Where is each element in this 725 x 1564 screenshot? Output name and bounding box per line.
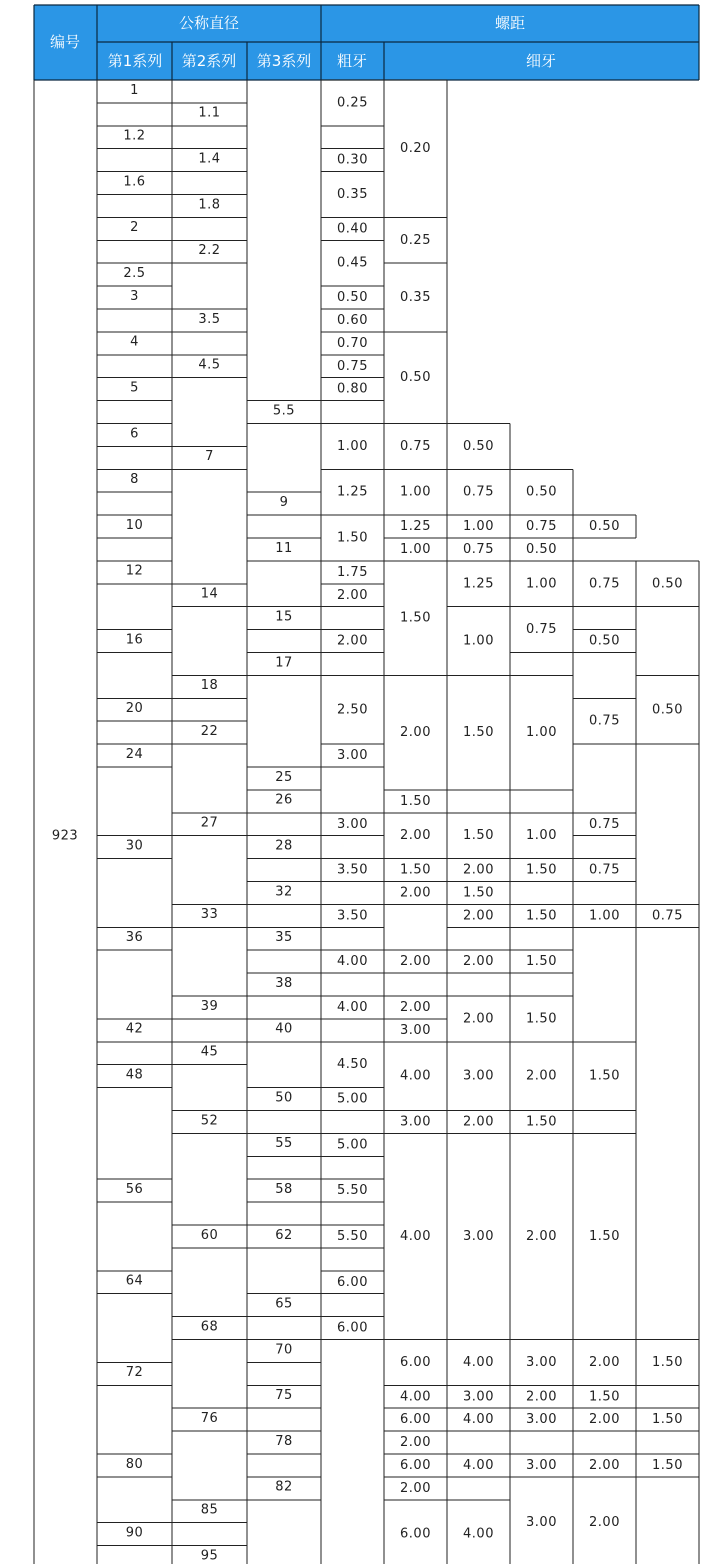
series3-cell: 35 bbox=[275, 930, 293, 946]
series2-cell: 33 bbox=[200, 907, 219, 923]
fine1-cell: 3.00 bbox=[400, 1114, 431, 1130]
series1-cell: 2.5 bbox=[123, 266, 146, 282]
series2-cell: 18 bbox=[200, 678, 219, 694]
series1-cell: 80 bbox=[125, 1456, 144, 1472]
fine2-cell: 2.00 bbox=[463, 1114, 494, 1130]
fine1-cell: 3.00 bbox=[400, 1022, 431, 1038]
series2-cell: 14 bbox=[200, 586, 219, 602]
series3-cell: 50 bbox=[275, 1090, 293, 1106]
fine1-cell: 0.75 bbox=[400, 438, 431, 454]
coarse-cell: 3.50 bbox=[337, 862, 368, 878]
fine1-cell: 1.25 bbox=[400, 519, 431, 535]
series1-cell: 10 bbox=[125, 517, 144, 533]
fine1-cell: 1.50 bbox=[400, 610, 431, 626]
series3-cell: 62 bbox=[275, 1227, 293, 1243]
fine5-cell: 1.50 bbox=[652, 1412, 683, 1428]
fine5-cell: 0.50 bbox=[652, 576, 683, 592]
coarse-cell: 3.00 bbox=[337, 816, 368, 832]
coarse-cell: 3.50 bbox=[337, 908, 368, 924]
coarse-cell: 3.00 bbox=[337, 748, 368, 764]
coarse-cell: 5.50 bbox=[337, 1228, 368, 1244]
fine4-cell: 1.50 bbox=[589, 1228, 620, 1244]
series3-cell: 5.5 bbox=[272, 403, 296, 419]
pitch-header: 螺距 bbox=[494, 14, 526, 32]
series1-cell: 1 bbox=[130, 82, 139, 98]
series1-cell: 4 bbox=[130, 334, 139, 350]
fine1-cell: 1.50 bbox=[400, 862, 431, 878]
series2-cell: 39 bbox=[200, 998, 219, 1014]
fine2-cell: 3.00 bbox=[463, 1228, 494, 1244]
fine1-cell: 4.00 bbox=[400, 1068, 431, 1084]
coarse-cell: 4.50 bbox=[337, 1057, 368, 1073]
series2-cell: 45 bbox=[200, 1044, 219, 1060]
series1-cell: 24 bbox=[125, 746, 144, 762]
fine2-cell: 0.75 bbox=[463, 541, 494, 557]
series2-cell: 52 bbox=[200, 1113, 219, 1129]
fine2-cell: 1.25 bbox=[463, 576, 494, 592]
series2-cell: 1.1 bbox=[198, 105, 221, 121]
fine4-cell: 0.75 bbox=[589, 816, 620, 832]
fine3-cell: 3.00 bbox=[526, 1354, 557, 1370]
fine2-cell: 4.00 bbox=[463, 1354, 494, 1370]
coarse-cell: 6.00 bbox=[337, 1274, 368, 1290]
series2-cell: 2.2 bbox=[198, 243, 221, 259]
fine4-cell: 0.75 bbox=[589, 862, 620, 878]
series3-cell: 15 bbox=[275, 609, 293, 625]
standard-number: 923 bbox=[51, 828, 79, 844]
series3-cell: 9 bbox=[279, 495, 289, 511]
fine3-cell: 1.50 bbox=[526, 954, 557, 970]
coarse-cell: 6.00 bbox=[337, 1320, 368, 1336]
series2-cell: 1.8 bbox=[198, 197, 221, 213]
fine3-cell: 1.00 bbox=[526, 576, 557, 592]
fine2-cell: 4.00 bbox=[463, 1457, 494, 1473]
series2-cell: 7 bbox=[205, 449, 214, 465]
fine4-cell: 2.00 bbox=[589, 1515, 620, 1531]
fine4-cell: 0.75 bbox=[589, 576, 620, 592]
series3-cell: 11 bbox=[275, 540, 293, 556]
series2-header: 第2系列 bbox=[181, 52, 237, 70]
fine1-cell: 6.00 bbox=[400, 1354, 431, 1370]
coarse-cell: 0.45 bbox=[337, 255, 368, 271]
fine3-cell: 3.00 bbox=[526, 1457, 557, 1473]
series3-cell: 58 bbox=[275, 1182, 293, 1198]
fine4-cell: 2.00 bbox=[589, 1354, 620, 1370]
fine5-cell: 1.50 bbox=[652, 1354, 683, 1370]
series1-cell: 5 bbox=[130, 380, 139, 396]
coarse-cell: 1.75 bbox=[337, 564, 368, 580]
series1-cell: 42 bbox=[125, 1021, 144, 1037]
fine2-cell: 3.00 bbox=[463, 1068, 494, 1084]
fine3-cell: 1.00 bbox=[526, 725, 557, 741]
fine1-cell: 6.00 bbox=[400, 1457, 431, 1473]
series1-cell: 12 bbox=[125, 563, 144, 579]
fine4-cell: 1.50 bbox=[589, 1068, 620, 1084]
fine3-cell: 2.00 bbox=[526, 1068, 557, 1084]
coarse-cell: 0.25 bbox=[337, 95, 368, 111]
coarse-cell: 1.50 bbox=[337, 530, 368, 546]
series2-cell: 60 bbox=[200, 1227, 219, 1243]
coarse-cell: 5.00 bbox=[337, 1137, 368, 1153]
coarse-cell: 0.75 bbox=[337, 358, 368, 374]
series1-header: 第1系列 bbox=[107, 52, 163, 70]
series1-cell: 3 bbox=[130, 288, 139, 304]
series2-cell: 85 bbox=[200, 1502, 219, 1518]
fine4-cell: 0.75 bbox=[589, 713, 620, 729]
fine1-cell: 2.00 bbox=[400, 954, 431, 970]
fine4-cell: 1.00 bbox=[589, 908, 620, 924]
fine2-cell: 2.00 bbox=[463, 1011, 494, 1027]
coarse-header: 粗牙 bbox=[336, 52, 368, 70]
coarse-cell: 0.40 bbox=[337, 221, 368, 237]
fine4-cell: 1.50 bbox=[589, 1389, 620, 1405]
fine1-cell: 0.35 bbox=[400, 290, 431, 306]
series2-cell: 22 bbox=[200, 724, 219, 740]
series1-cell: 90 bbox=[125, 1525, 144, 1541]
fine2-cell: 1.00 bbox=[463, 519, 494, 535]
fine1-cell: 2.00 bbox=[400, 1435, 431, 1451]
series3-cell: 38 bbox=[275, 975, 293, 991]
series2-cell: 3.5 bbox=[198, 311, 221, 327]
fine1-cell: 0.50 bbox=[400, 370, 431, 386]
fine5-cell: 0.75 bbox=[652, 908, 683, 924]
series1-cell: 56 bbox=[125, 1182, 144, 1198]
fine1-cell: 2.00 bbox=[400, 725, 431, 741]
coarse-cell: 1.00 bbox=[337, 438, 368, 454]
series3-cell: 70 bbox=[275, 1342, 293, 1358]
coarse-cell: 0.35 bbox=[337, 187, 368, 202]
fine1-cell: 2.00 bbox=[400, 885, 431, 901]
coarse-cell: 2.50 bbox=[337, 702, 368, 718]
series1-cell: 16 bbox=[125, 632, 144, 648]
series1-cell: 8 bbox=[130, 472, 139, 488]
fine3-cell: 1.50 bbox=[526, 908, 557, 924]
fine1-cell: 1.00 bbox=[400, 484, 431, 500]
series3-cell: 17 bbox=[275, 655, 293, 671]
fine3-cell: 0.75 bbox=[526, 519, 557, 535]
fine3-cell: 0.50 bbox=[526, 484, 557, 500]
coarse-cell: 2.00 bbox=[337, 587, 368, 603]
series1-cell: 64 bbox=[125, 1273, 144, 1289]
fine2-cell: 2.00 bbox=[463, 954, 494, 970]
series2-cell: 27 bbox=[200, 815, 219, 831]
fine3-cell: 1.50 bbox=[526, 1011, 557, 1027]
nominal-diameter-header: 公称直径 bbox=[178, 14, 240, 32]
coarse-cell: 2.00 bbox=[337, 633, 368, 649]
series1-cell: 1.2 bbox=[123, 128, 146, 144]
fine1-cell: 0.25 bbox=[400, 232, 431, 248]
fine3-cell: 3.00 bbox=[526, 1515, 557, 1531]
fine3-cell: 0.75 bbox=[526, 622, 557, 638]
fine3-cell: 2.00 bbox=[526, 1228, 557, 1244]
series3-cell: 28 bbox=[275, 838, 293, 854]
series1-cell: 36 bbox=[125, 930, 144, 946]
series1-cell: 2 bbox=[130, 220, 139, 236]
series3-cell: 40 bbox=[275, 1021, 293, 1037]
series2-cell: 1.4 bbox=[198, 151, 221, 167]
fine1-cell: 1.50 bbox=[400, 793, 431, 809]
series1-cell: 20 bbox=[125, 701, 144, 717]
fine5-cell: 0.50 bbox=[652, 702, 683, 718]
fine3-cell: 1.00 bbox=[526, 828, 557, 844]
fine2-cell: 0.50 bbox=[463, 438, 494, 454]
series3-cell: 32 bbox=[275, 884, 293, 900]
fine1-cell: 6.00 bbox=[400, 1526, 431, 1542]
fine4-cell: 2.00 bbox=[589, 1412, 620, 1428]
fine2-cell: 2.00 bbox=[463, 908, 494, 924]
coarse-cell: 5.00 bbox=[337, 1091, 368, 1107]
series1-cell: 6 bbox=[130, 426, 139, 442]
coarse-cell: 4.00 bbox=[337, 954, 368, 970]
series3-cell: 65 bbox=[275, 1296, 293, 1312]
fine1-cell: 6.00 bbox=[400, 1412, 431, 1428]
fine4-cell: 0.50 bbox=[589, 633, 620, 649]
fine2-cell: 3.00 bbox=[463, 1389, 494, 1405]
series1-cell: 72 bbox=[125, 1365, 144, 1381]
fine4-cell: 0.50 bbox=[589, 519, 620, 535]
coarse-cell: 0.80 bbox=[337, 381, 368, 397]
series2-cell: 68 bbox=[200, 1319, 219, 1335]
fine1-cell: 1.00 bbox=[400, 541, 431, 557]
series3-cell: 82 bbox=[275, 1479, 293, 1495]
series3-cell: 25 bbox=[275, 769, 293, 785]
fine1-cell: 4.00 bbox=[400, 1228, 431, 1244]
fine-header: 细牙 bbox=[525, 52, 557, 70]
fine2-cell: 4.00 bbox=[463, 1412, 494, 1428]
fine2-cell: 1.50 bbox=[463, 885, 494, 901]
fine1-cell: 0.20 bbox=[400, 141, 431, 157]
series3-header: 第3系列 bbox=[256, 52, 312, 70]
fine2-cell: 1.00 bbox=[463, 633, 494, 649]
coarse-cell: 0.60 bbox=[337, 312, 368, 328]
fine3-cell: 3.00 bbox=[526, 1412, 557, 1428]
fine1-cell: 2.00 bbox=[400, 1480, 431, 1496]
fine1-cell: 2.00 bbox=[400, 828, 431, 844]
series3-cell: 55 bbox=[275, 1136, 293, 1152]
fine3-cell: 0.50 bbox=[526, 541, 557, 557]
fine1-cell: 4.00 bbox=[400, 1389, 431, 1405]
fine3-cell: 1.50 bbox=[526, 862, 557, 878]
series3-cell: 26 bbox=[275, 792, 293, 808]
series1-cell: 1.6 bbox=[123, 174, 146, 190]
coarse-cell: 0.50 bbox=[337, 290, 368, 306]
fine1-cell: 2.00 bbox=[400, 999, 431, 1015]
series1-cell: 30 bbox=[125, 838, 144, 854]
fine2-cell: 1.50 bbox=[463, 828, 494, 844]
id-header: 编号 bbox=[49, 33, 81, 51]
coarse-cell: 0.70 bbox=[337, 335, 368, 351]
fine4-cell: 2.00 bbox=[589, 1457, 620, 1473]
series1-cell: 48 bbox=[125, 1067, 144, 1083]
series3-cell: 78 bbox=[275, 1433, 293, 1449]
fine2-cell: 1.50 bbox=[463, 725, 494, 741]
fine2-cell: 4.00 bbox=[463, 1526, 494, 1542]
coarse-cell: 1.25 bbox=[337, 484, 368, 500]
coarse-cell: 0.30 bbox=[337, 152, 368, 168]
series2-cell: 76 bbox=[200, 1411, 219, 1427]
coarse-cell: 5.50 bbox=[337, 1183, 368, 1199]
fine3-cell: 1.50 bbox=[526, 1114, 557, 1130]
series2-cell: 95 bbox=[200, 1548, 219, 1564]
fine3-cell: 2.00 bbox=[526, 1389, 557, 1405]
fine2-cell: 0.75 bbox=[463, 484, 494, 500]
fine5-cell: 1.50 bbox=[652, 1457, 683, 1473]
series2-cell: 4.5 bbox=[198, 357, 221, 373]
coarse-cell: 4.00 bbox=[337, 999, 368, 1015]
fine2-cell: 2.00 bbox=[463, 862, 494, 878]
series3-cell: 75 bbox=[275, 1388, 293, 1404]
